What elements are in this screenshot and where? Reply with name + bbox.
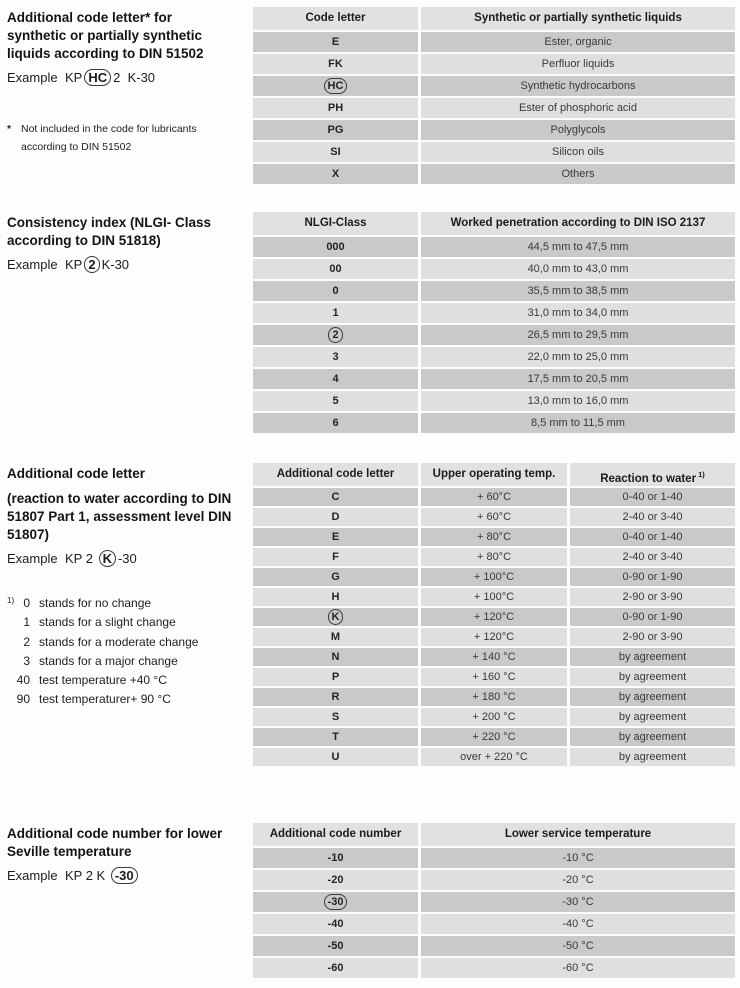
table-cell: + 220 °C — [421, 728, 567, 746]
column-header: Synthetic or partially synthetic liquids — [421, 7, 735, 30]
footnote-number: 40 — [16, 673, 30, 688]
table-cell — [253, 608, 418, 626]
table-cell: Ester of phosphoric acid — [421, 98, 735, 118]
table-cell: Polyglycols — [421, 120, 735, 140]
footnote-item — [7, 613, 245, 632]
footnote-number: 0 — [23, 596, 30, 610]
table-cell: 22,0 mm to 25,0 mm — [421, 347, 735, 367]
example-label: Example — [7, 70, 58, 85]
table-cell: 0-40 or 1-40 — [570, 528, 735, 546]
table-cell: N — [253, 648, 418, 666]
section-heading: Additional code letter — [7, 466, 146, 481]
example-code — [65, 70, 155, 85]
example-code-pre: KP 2 — [65, 551, 97, 566]
table-cell — [253, 892, 418, 912]
footnote-ref — [7, 671, 16, 690]
column-header: Additional code letter — [253, 463, 418, 486]
example-line — [7, 550, 245, 567]
table-cell: 5 — [253, 391, 418, 411]
footnote-ref — [7, 613, 16, 632]
table-cell: -50 — [253, 936, 418, 956]
circled-code: -30 — [324, 894, 348, 910]
table-cell: 26,5 mm to 29,5 mm — [421, 325, 735, 345]
footnote-ref: 1) — [7, 596, 15, 605]
table-cell: + 120°C — [421, 608, 567, 626]
circled-code: 2 — [328, 327, 342, 343]
table-cell: M — [253, 628, 418, 646]
nlgi-class-table — [253, 212, 735, 433]
footnote-ref — [7, 690, 16, 709]
footnote-text: test temperature +40 °C — [39, 673, 167, 688]
table-cell: -60 °C — [421, 958, 735, 978]
footnote-ref — [7, 652, 16, 671]
circled-code: HC — [84, 69, 111, 86]
table-cell: 2-90 or 3-90 — [570, 588, 735, 606]
table-cell: Silicon oils — [421, 142, 735, 162]
table-cell: -40 — [253, 914, 418, 934]
table-cell: 0 — [253, 281, 418, 301]
footnote-marker: * — [7, 123, 12, 135]
table-cell: C — [253, 488, 418, 506]
table-cell: + 180 °C — [421, 688, 567, 706]
section-subheading: (reaction to water according to DIN 51807 Part 1, assessment level DIN 51807) — [7, 491, 232, 542]
table-cell: P — [253, 668, 418, 686]
footnote-text: test temperaturer+ 90 °C — [39, 692, 171, 707]
example-code-pre: KP 2 K — [65, 868, 109, 883]
table-cell: 000 — [253, 237, 418, 257]
footnote-item — [7, 690, 245, 709]
table-cell: D — [253, 508, 418, 526]
column-header: Worked penetration according to DIN ISO 2137 — [421, 212, 735, 235]
footnote-legend — [7, 594, 245, 710]
example-code — [65, 257, 129, 272]
table-cell: T — [253, 728, 418, 746]
column-header: Lower service temperature — [421, 823, 735, 846]
table-cell: 44,5 mm to 47,5 mm — [421, 237, 735, 257]
table-cell: PH — [253, 98, 418, 118]
section-synthetic-liquids — [7, 7, 735, 184]
table-cell: 13,0 mm to 16,0 mm — [421, 391, 735, 411]
section-heading: Consistency index (NLGI- Class according to DIN 51818) — [7, 215, 212, 248]
table-cell: 2-90 or 3-90 — [570, 628, 735, 646]
section-left-column — [7, 7, 253, 156]
column-header: Additional code number — [253, 823, 418, 846]
document-page — [7, 7, 735, 978]
table-cell: by agreement — [570, 688, 735, 706]
table-cell: 2-40 or 3-40 — [570, 508, 735, 526]
table-cell: 4 — [253, 369, 418, 389]
footnote-text: stands for a moderate change — [39, 634, 199, 649]
example-line — [7, 867, 245, 884]
table-cell: 0-90 or 1-90 — [570, 568, 735, 586]
table-cell: 0-90 or 1-90 — [570, 608, 735, 626]
section-heading: Additional code letter* for synthetic or partially synthetic liquids according to DIN 51502 — [7, 10, 204, 61]
example-line — [7, 256, 245, 273]
footnote-item — [7, 594, 245, 613]
example-code-pre: KP — [65, 257, 83, 272]
table-cell: + 80°C — [421, 548, 567, 566]
table-cell: -30 °C — [421, 892, 735, 912]
table-cell: over + 220 °C — [421, 748, 567, 766]
table-cell: S — [253, 708, 418, 726]
table-cell: G — [253, 568, 418, 586]
column-header: NLGI-Class — [253, 212, 418, 235]
table-cell: + 60°C — [421, 488, 567, 506]
footnote-text: stands for a slight change — [39, 615, 176, 630]
water-reaction-table — [253, 463, 735, 766]
table-cell: X — [253, 164, 418, 184]
table-cell: SI — [253, 142, 418, 162]
table-cell: + 100°C — [421, 588, 567, 606]
table-cell: Others — [421, 164, 735, 184]
example-code-post: -30 — [117, 551, 137, 566]
table-cell: -20 °C — [421, 870, 735, 890]
circled-code: -30 — [111, 867, 138, 884]
table-cell: by agreement — [570, 748, 735, 766]
footnote-text: stands for a major change — [39, 653, 178, 668]
example-label: Example — [7, 551, 58, 566]
table-cell: E — [253, 528, 418, 546]
footnote-number: 2 — [23, 634, 30, 649]
table-cell: + 200 °C — [421, 708, 567, 726]
footnote-text: Not included in the code for lubricants according to DIN 51502 — [21, 123, 197, 153]
table-cell: -10 — [253, 848, 418, 868]
footnote-number: 3 — [23, 653, 30, 668]
circled-code: HC — [324, 78, 348, 94]
table-cell: FK — [253, 54, 418, 74]
table-cell: 3 — [253, 347, 418, 367]
table-cell: + 80°C — [421, 528, 567, 546]
table-cell: H — [253, 588, 418, 606]
table-cell: 1 — [253, 303, 418, 323]
table-cell: Synthetic hydrocarbons — [421, 76, 735, 96]
example-code-pre: KP — [65, 70, 83, 85]
circled-code: K — [328, 609, 344, 625]
example-code-post: 2 K-30 — [113, 70, 156, 85]
table-cell: 6 — [253, 413, 418, 433]
circled-code: K — [99, 550, 116, 567]
table-cell: -60 — [253, 958, 418, 978]
table-cell: E — [253, 32, 418, 52]
footnote-number: 90 — [16, 692, 30, 707]
table-cell: Ester, organic — [421, 32, 735, 52]
table-cell: by agreement — [570, 668, 735, 686]
table-cell: 8,5 mm to 11,5 mm — [421, 413, 735, 433]
section-left-column — [7, 463, 253, 710]
table-cell: -40 °C — [421, 914, 735, 934]
table-cell: by agreement — [570, 708, 735, 726]
table-cell: 40,0 mm to 43,0 mm — [421, 259, 735, 279]
table-cell: + 140 °C — [421, 648, 567, 666]
table-cell: F — [253, 548, 418, 566]
footnote-number: 1 — [23, 615, 30, 630]
section-consistency-index — [7, 212, 735, 433]
column-header: Code letter — [253, 7, 418, 30]
section-left-column — [7, 823, 253, 884]
table-cell: + 100°C — [421, 568, 567, 586]
table-cell: U — [253, 748, 418, 766]
footnote-item — [7, 633, 245, 652]
footnote-item — [7, 671, 245, 690]
footnote — [7, 120, 245, 156]
example-code-post: K-30 — [101, 257, 130, 272]
table-cell: + 160 °C — [421, 668, 567, 686]
table-cell: 31,0 mm to 34,0 mm — [421, 303, 735, 323]
code-letter-table — [253, 7, 735, 184]
circled-code: 2 — [84, 256, 99, 273]
table-cell: -20 — [253, 870, 418, 890]
example-code — [65, 551, 137, 566]
table-cell: Perfluor liquids — [421, 54, 735, 74]
footnote-item — [7, 652, 245, 671]
table-cell: 00 — [253, 259, 418, 279]
section-left-column — [7, 212, 253, 273]
table-cell: by agreement — [570, 648, 735, 666]
section-reaction-to-water — [7, 463, 735, 766]
table-cell — [253, 325, 418, 345]
table-cell — [253, 76, 418, 96]
column-header: Upper operating temp. — [421, 463, 567, 486]
table-cell: -10 °C — [421, 848, 735, 868]
table-cell: + 60°C — [421, 508, 567, 526]
example-line — [7, 69, 245, 86]
table-cell: by agreement — [570, 728, 735, 746]
footnote-text: stands for no change — [39, 596, 152, 610]
table-cell: + 120°C — [421, 628, 567, 646]
example-code — [65, 868, 140, 883]
column-header: Reaction to water $^{1)}$ — [570, 463, 735, 486]
table-cell: -50 °C — [421, 936, 735, 956]
header-footnote-ref: 1) — [696, 470, 705, 479]
example-label: Example — [7, 257, 58, 272]
table-cell: 0-40 or 1-40 — [570, 488, 735, 506]
section-lower-temperature — [7, 823, 735, 978]
table-cell: 2-40 or 3-40 — [570, 548, 735, 566]
example-label: Example — [7, 868, 58, 883]
footnote-ref — [7, 633, 16, 652]
table-cell: PG — [253, 120, 418, 140]
table-cell: 35,5 mm to 38,5 mm — [421, 281, 735, 301]
table-cell: 17,5 mm to 20,5 mm — [421, 369, 735, 389]
lower-temperature-table — [253, 823, 735, 978]
section-heading: Additional code number for lower Seville temperature — [7, 826, 223, 859]
table-cell: R — [253, 688, 418, 706]
